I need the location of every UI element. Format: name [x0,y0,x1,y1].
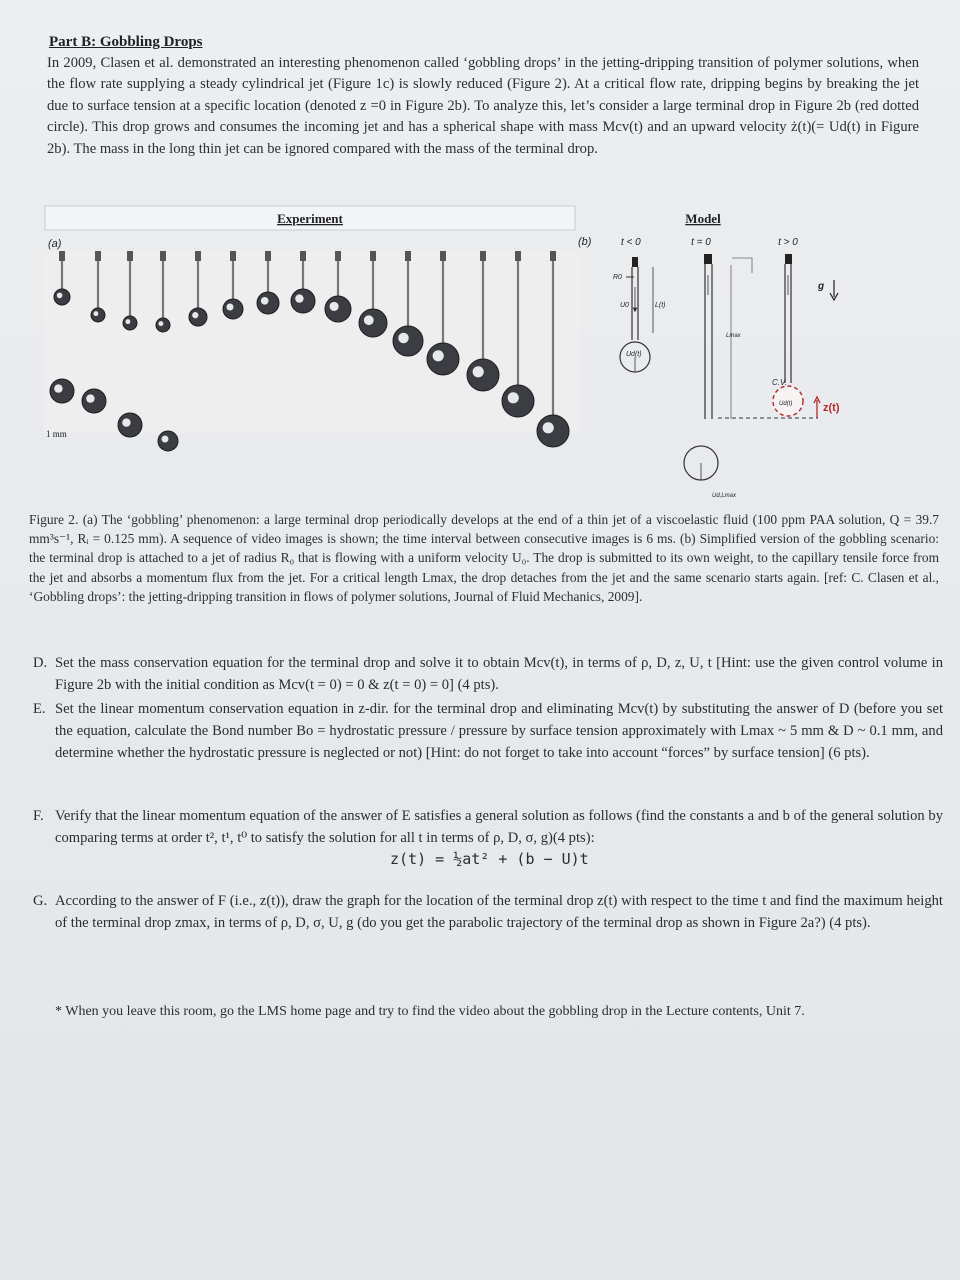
drop-highlight [261,297,269,305]
terminal-drop [223,299,243,319]
question-letter: E. [33,701,46,717]
question-letter: D. [33,655,48,671]
intro-paragraph: In 2009, Clasen et al. demonstrated an interesting phenomenon called ‘gobbling drops’ in the jetting-dripping transition of polymer solutions, when the flow rate supplying a steady cylindrical jet (Figure 1c) is slowly reduced (Figure 2). At a critical flow rate, dripping begins by breaking the jet due to surface tension at a specific location (denoted z =0 in Figure 2b). To analyze this, let’s consider a large terminal drop in Figure 2b (red dotted circle). This drop grows and consumes the incoming jet and has a spherical shape with mass Mcv(t) and an upward velocity ż(t)(= Ud(t) in Figure 2b). The mass in the long thin jet can be ignored compared with the mass of the terminal drop. [47,55,919,157]
cv-label: C.V. [772,378,787,387]
lt-label: L(t) [655,302,666,309]
question-letter: G. [33,893,48,909]
figure-caption: Figure 2. (a) The ‘gobbling’ phenomenon: a large terminal drop periodically develops at the end of a thin jet of a viscoelastic fluid (100 ppm PAA solution, Q = 39.7 mm³s⁻¹, Rᵢ = 0.125 mm). A sequence of video images is shown; the time interval between consecutive images is 6 ms. (b) Simplified version of the gobbling scenario: the terminal drop is attached to a jet of radius R₀ that is flowing with a uniform velocity U₀. The drop is submitted to its own weight, to the capillary tensile force from the jet and absorbs a momentum flux from the jet. For a critical length Lmax, the drop detaches from the jet and the same scenario starts again. [ref: C. Clasen et al., ‘Gobbling drops’: the jetting-dripping transition in flows of polymer solutions, Journal of Fluid Mechanics, 2009]. [29,512,939,604]
terminal-drop [54,289,70,305]
terminal-drop [427,343,459,375]
drop-highlight [162,436,169,443]
zt-label: z(t) [823,402,840,414]
question-text: Set the mass conservation equation for the terminal drop and solve it to obtain Mcv(t), in terms of ρ, D, z, U, t [Hint: use the given control volume in Figure 2b with the initial condition as Mcv(t = 0) = 0 & z(t = 0) = 0] (4 pts). [55,655,943,693]
general-solution-equation: z(t) = ½at² + (b − U)t [390,850,589,868]
drop-highlight [54,384,62,392]
g-label: g [818,281,825,292]
t-gt-0-label: t > 0 [778,237,798,248]
detached-drop [158,431,178,451]
panel-b-label: (b) [578,236,592,248]
nozzle [370,251,376,261]
nozzle [195,251,201,261]
r0-label: R0 [613,274,622,281]
scale-bar-label: 1 mm [46,429,67,439]
drop-highlight [57,293,63,299]
question-g [33,890,943,934]
terminal-drop [393,326,423,356]
terminal-drop [537,415,569,447]
drop-highlight [364,315,374,325]
nozzle [550,251,556,261]
question-d [33,652,943,696]
drop-highlight [330,302,339,311]
nozzle [265,251,271,261]
nozzle [127,251,133,261]
nozzle [59,251,65,261]
question-text: Verify that the linear momentum equation of the answer of E satisfies a general solution as follows (find the constants a and b of the general solution by comparing terms at order t², t¹, t⁰ to satisfy the solution for all t in terms of ρ, D, σ, g)(4 pts): [55,808,943,846]
terminal-drop [502,385,534,417]
nozzle [515,251,521,261]
drop-highlight [93,311,98,316]
t-lt-0-label: t < 0 [621,237,641,248]
drop-highlight [473,366,484,377]
nozzle [230,251,236,261]
figure-2 [28,205,938,499]
nozzle [160,251,166,261]
footnote: * When you leave this room, go the LMS home page and try to find the video about the gobbling drop in the Lecture contents, Unit 7. [55,1004,805,1019]
nozzle [95,251,101,261]
lmax-label: Lmax [726,333,741,339]
terminal-drop [467,359,499,391]
drop-highlight [86,394,94,402]
nozzle [335,251,341,261]
question-e [33,698,943,764]
drop-highlight [125,319,130,324]
terminal-drop [257,292,279,314]
model-label: Model [685,211,721,226]
terminal-drop [291,289,315,313]
udt-label: Ud(t) [626,351,642,358]
ud-lmax-label: Ud,Lmax [712,493,737,499]
detached-drop [118,413,142,437]
terminal-drop [359,309,387,337]
udt2-label: Ud(t) [779,401,793,407]
nozzle [300,251,306,261]
experiment-label: Experiment [277,211,343,226]
u0-label: U0 [620,302,629,309]
nozzle [440,251,446,261]
terminal-drop [325,296,351,322]
drop-highlight [192,312,198,318]
drop-highlight [543,422,554,433]
nozzle [480,251,486,261]
terminal-drop [123,316,137,330]
drop-highlight [158,321,163,326]
drop-highlight [227,304,234,311]
experiment-photo [43,251,581,433]
panel-a-label: (a) [48,238,62,250]
terminal-drop [189,308,207,326]
drop-highlight [433,350,444,361]
t-eq-0-label: t = 0 [691,237,711,248]
terminal-drop [156,318,170,332]
question-text: Set the linear momentum conservation equation in z-dir. for the terminal drop and eliminating Mcv(t) by substituting the answer of D (before you set the equation, calculate the Bond number Bo = hydrostatic pressure / pressure by surface tension approximately with Lmax ~ 5 mm & D ~ 0.1 mm, and determine whether the hydrostatic pressure is neglected or not) [Hint: do not forget to take into account “forces” by surface tension] (6 pts). [55,701,943,761]
detached-drop [50,379,74,403]
drop-highlight [295,294,303,302]
nozzle [405,251,411,261]
model-jet-t-eq-0 [684,254,752,480]
question-text: According to the answer of F (i.e., z(t)), draw the graph for the location of the terminal drop z(t) with respect to the time t and find the maximum height of the terminal drop zmax, in terms of ρ, D, σ, U, g (do you get the parabolic trajectory of the terminal drop as shown in Figure 2a?) (4 pts). [55,893,943,931]
question-f [33,805,943,849]
question-letter: F. [33,808,44,824]
drop-highlight [122,418,130,426]
terminal-drop [91,308,105,322]
part-title: Part B: Gobbling Drops [49,34,203,50]
drop-highlight [398,333,409,344]
detached-drop [82,389,106,413]
drop-highlight [508,392,519,403]
